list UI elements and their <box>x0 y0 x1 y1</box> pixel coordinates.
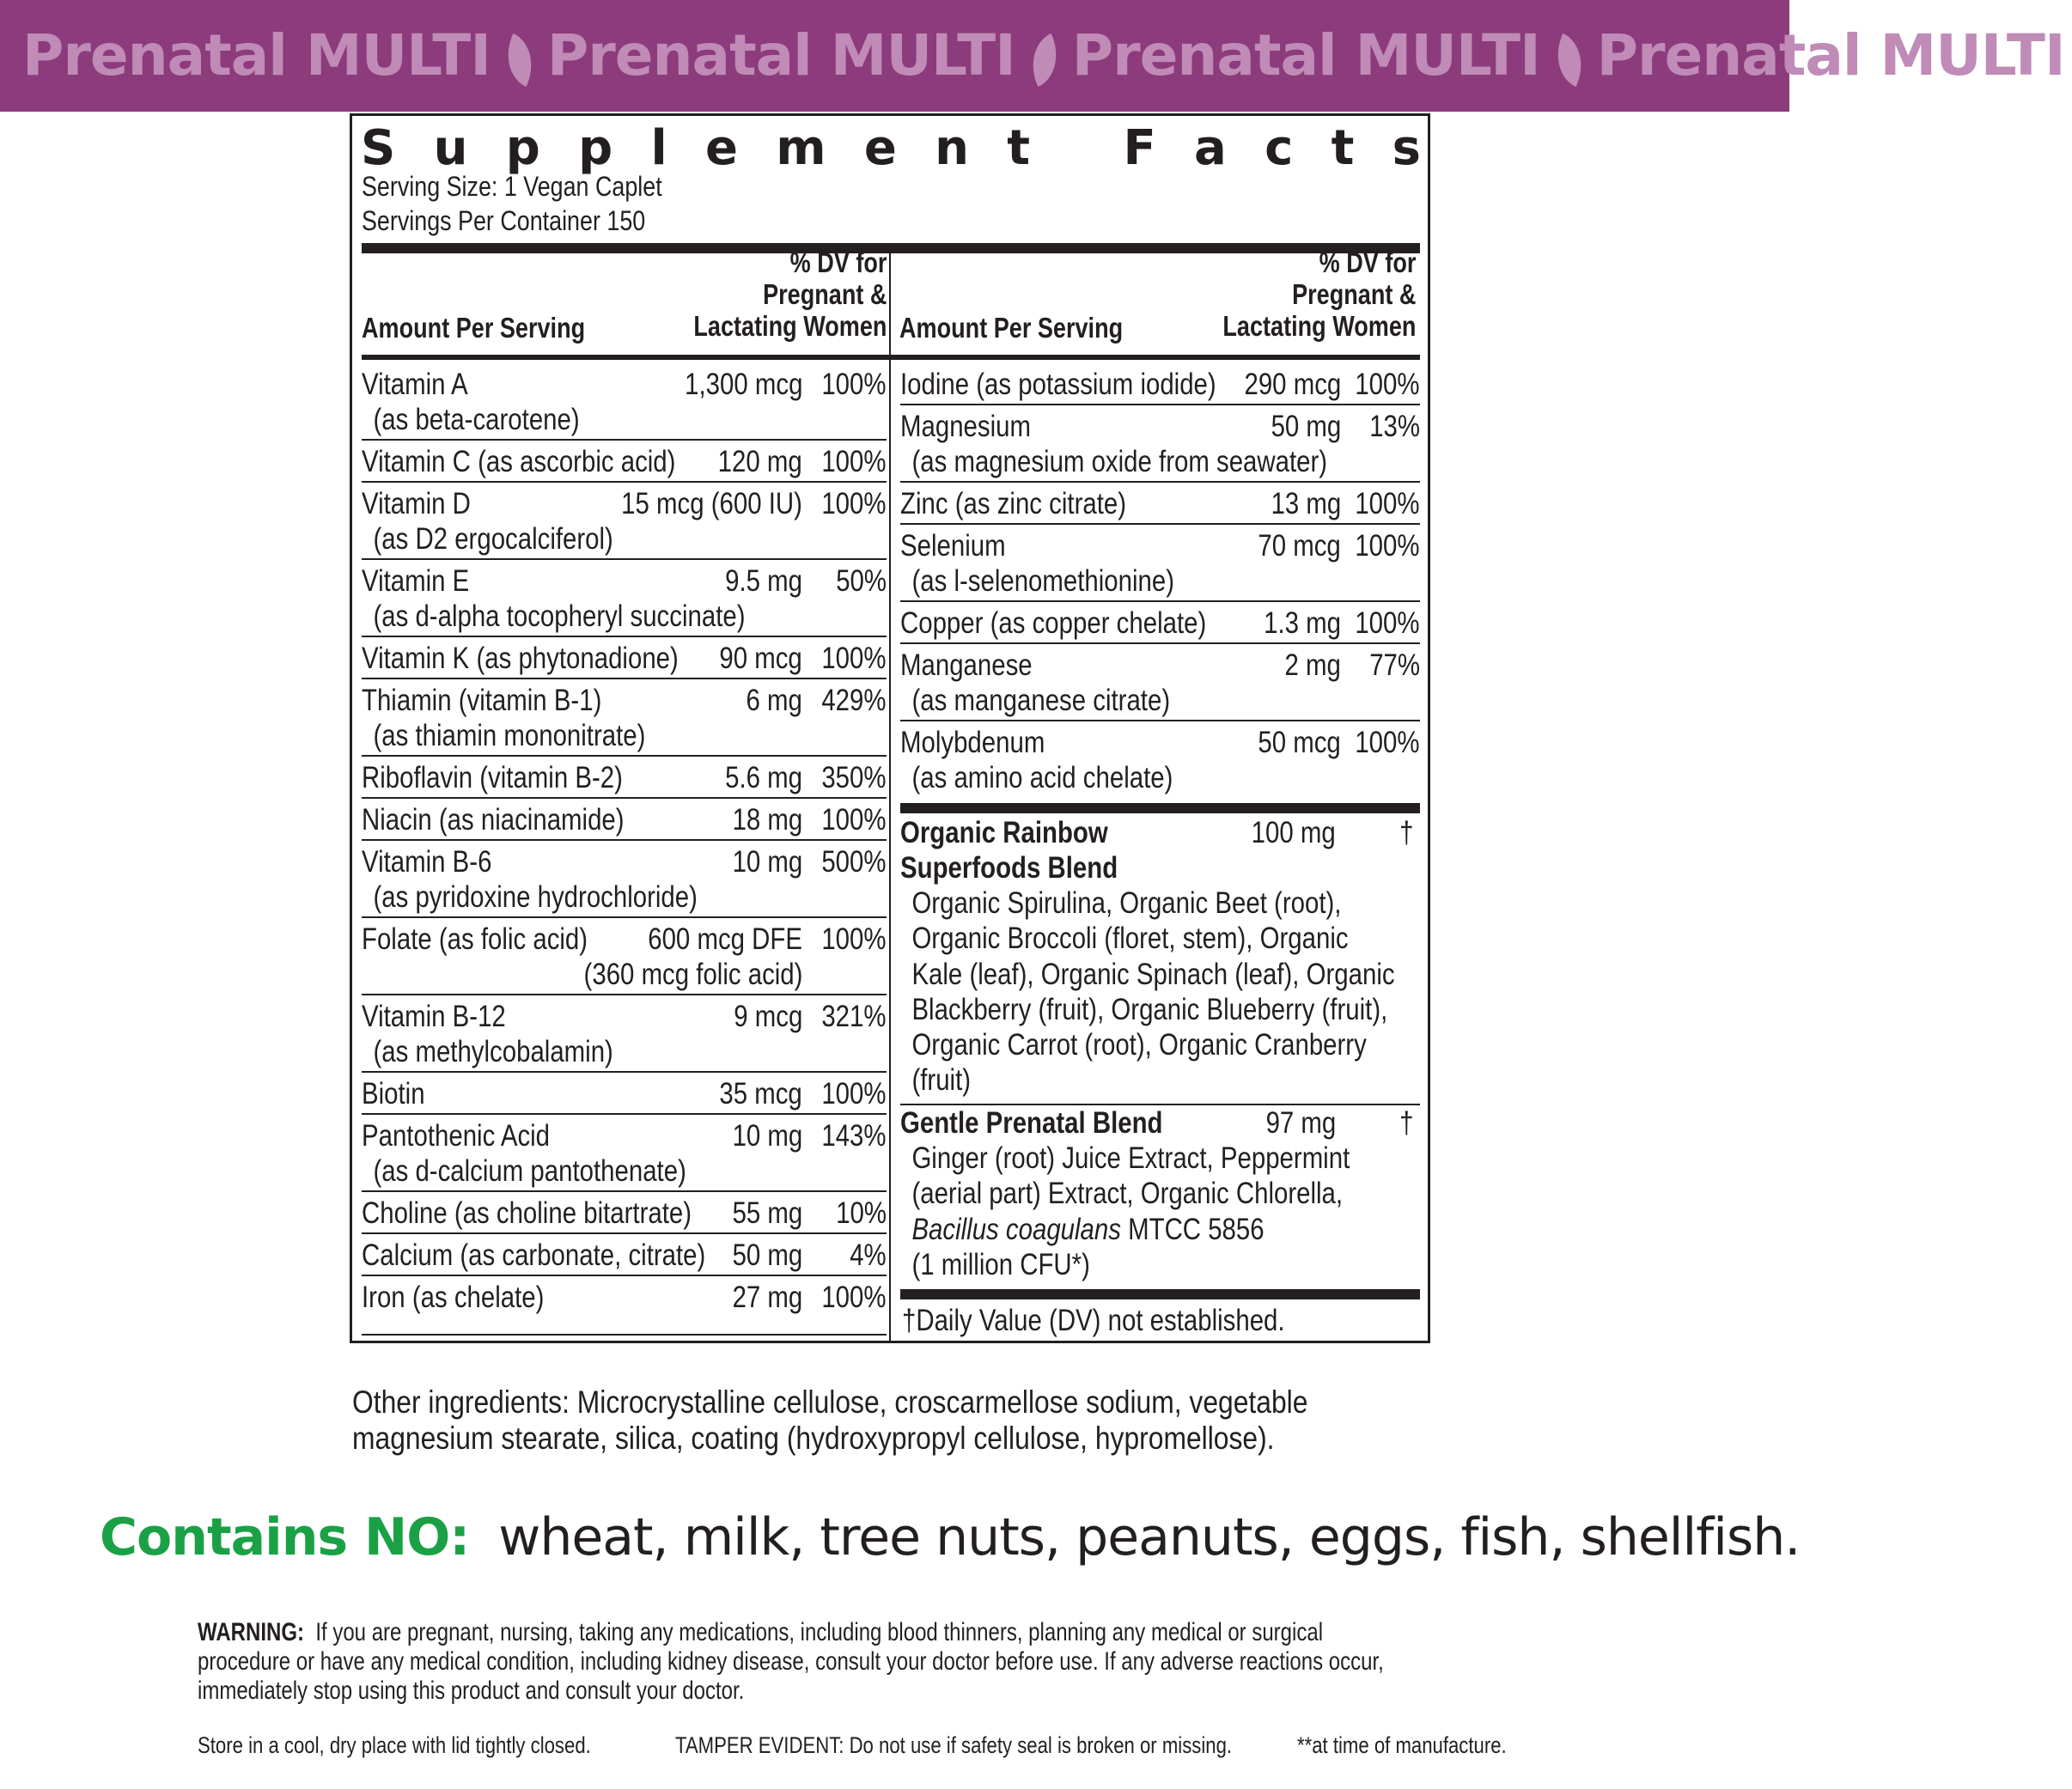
title-letter: e <box>704 120 738 176</box>
warning-label: WARNING: <box>198 1618 304 1646</box>
organic-rainbow-blend <box>900 815 1420 1099</box>
header-dv-left <box>693 246 887 342</box>
banner-text: Prenatal MULTI <box>1596 22 2065 88</box>
nutrient-row <box>362 679 887 757</box>
blend-ingredients-text: Ginger (root) Juice Extract, Peppermint (aerial part) Extract, Organic Chlorella, <box>911 1141 1350 1211</box>
nutrient-amount: 9 mcg <box>733 1000 802 1033</box>
supplement-facts-panel <box>350 113 1430 1343</box>
nutrient-amount: 10 mg <box>732 1119 802 1153</box>
nutrient-dv: 100% <box>821 922 887 956</box>
nutrient-dv: 100% <box>821 642 887 675</box>
nutrient-line <box>900 528 1420 563</box>
nutrient-row <box>900 602 1420 644</box>
nutrient-name: Riboflavin (vitamin B-2) <box>362 761 623 794</box>
header-amount-left: Amount Per Serving <box>362 312 586 344</box>
header-dv-line: % DV for <box>789 246 887 278</box>
nutrient-name: Magnesium <box>900 410 1031 443</box>
nutrient-line <box>362 760 887 795</box>
nutrient-name: Thiamin (vitamin B-1) <box>362 684 602 717</box>
top-banner <box>0 0 2065 112</box>
nutrient-amount: 120 mg <box>717 445 802 478</box>
nutrient-name: Vitamin A <box>362 368 468 401</box>
nutrient-name: Vitamin E <box>362 564 470 598</box>
storage-instructions: Store in a cool, dry place with lid tightly closed. <box>198 1732 591 1758</box>
nutrient-line <box>362 683 887 718</box>
banner-text: Prenatal MULTI <box>22 22 491 88</box>
nutrient-line <box>362 1118 887 1153</box>
header-dv-line: Lactating Women <box>1222 310 1416 342</box>
nutrient-name: Vitamin B-6 <box>362 845 492 879</box>
nutrient-row <box>900 363 1420 405</box>
nutrient-name: Vitamin K (as phytonadione) <box>362 642 679 675</box>
nutrient-amount: 90 mcg <box>719 642 802 675</box>
header-amount-right: Amount Per Serving <box>899 312 1124 344</box>
probiotic-cfu: (1 million CFU*) <box>911 1247 1090 1281</box>
nutrient-source: (as amino acid chelate) <box>911 761 1173 794</box>
nutrient-dv: 100% <box>1355 487 1420 520</box>
nutrient-source: (as beta-carotene) <box>373 403 580 436</box>
blend-amount: 100 mg <box>1251 816 1336 849</box>
nutrient-row <box>362 1276 887 1318</box>
nutrient-line <box>362 1196 887 1231</box>
nutrient-row <box>362 1234 887 1276</box>
nutrient-dv: 429% <box>821 684 887 717</box>
allergen-list: wheat, milk, tree nuts, peanuts, eggs, fish, shellfish. <box>498 1507 1801 1567</box>
nutrient-amount: 15 mcg (600 IU) <box>621 487 802 520</box>
nutrient-amount: 18 mg <box>732 803 802 837</box>
leaf-icon <box>495 33 544 87</box>
nutrient-name: Vitamin C (as ascorbic acid) <box>362 445 676 478</box>
banner-text-row <box>22 17 2072 94</box>
nutrient-name: Vitamin D <box>362 487 471 520</box>
nutrient-line <box>362 1280 887 1315</box>
nutrient-amount: 50 mcg <box>1258 726 1341 759</box>
nutrient-line <box>362 1076 887 1111</box>
nutrient-dv: 10% <box>836 1196 887 1230</box>
nutrient-amount: 9.5 mg <box>725 564 802 598</box>
nutrient-row <box>362 560 887 637</box>
nutrient-dv: 500% <box>821 845 887 879</box>
nutrient-dv: 50% <box>836 564 887 598</box>
nutrient-source: (as l-selenomethionine) <box>911 564 1175 598</box>
nutrient-source: (as manganese citrate) <box>911 684 1171 717</box>
nutrient-row <box>900 721 1420 799</box>
blend-name: Organic Rainbow <box>900 816 1108 849</box>
nutrient-source: (as methylcobalamin) <box>373 1035 613 1068</box>
nutrient-amount: 600 mcg DFE <box>648 922 802 956</box>
nutrient-name: Niacin (as niacinamide) <box>362 803 625 837</box>
supplement-facts-title <box>361 120 1421 176</box>
dv-footnote: †Daily Value (DV) not established. <box>902 1304 1285 1337</box>
nutrient-dv: 321% <box>821 1000 887 1033</box>
nutrient-row <box>900 405 1420 483</box>
nutrient-name: Vitamin B-12 <box>362 1000 506 1033</box>
nutrient-subline <box>362 1034 887 1069</box>
nutrient-source: (as d-calcium pantothenate) <box>373 1154 686 1188</box>
probiotic-name: Bacillus coagulans <box>911 1212 1121 1246</box>
nutrient-row <box>362 441 887 483</box>
header-dv-line: % DV for <box>1319 246 1416 278</box>
nutrient-line <box>900 605 1420 641</box>
title-letter: m <box>776 120 826 176</box>
nutrient-line <box>362 563 887 599</box>
nutrient-row <box>900 483 1420 525</box>
nutrient-dv: 100% <box>821 487 887 520</box>
nutrient-dv: 100% <box>821 1077 887 1111</box>
nutrient-amount: 6 mg <box>746 684 802 717</box>
nutrient-row <box>362 995 887 1073</box>
nutrient-source: (as pyridoxine hydrochloride) <box>373 880 698 914</box>
title-letter: c <box>1265 120 1294 176</box>
nutrient-name: Iodine (as potassium iodide) <box>900 368 1216 401</box>
nutrient-row <box>900 525 1420 602</box>
nutrient-line <box>362 486 887 521</box>
nutrient-dv: 350% <box>821 761 887 794</box>
nutrient-subline <box>900 563 1420 599</box>
blend-name: Gentle Prenatal Blend <box>900 1106 1163 1140</box>
nutrient-dv: 100% <box>821 445 887 478</box>
other-ingredients: Other ingredients: Microcrystalline cellulose, croscarmellose sodium, vegetable magnesium stearate, silica, coating (hydroxypropyl cellulose, hypromellose). <box>352 1384 1308 1456</box>
nutrient-line <box>900 409 1420 444</box>
title-letter: t <box>1331 120 1355 176</box>
nutrient-subline <box>362 521 887 557</box>
nutrient-source: (as thiamin mononitrate) <box>373 719 646 752</box>
nutrient-dv: 100% <box>1355 368 1420 401</box>
nutrient-amount: 35 mcg <box>719 1077 802 1111</box>
header-rule <box>362 355 1420 360</box>
blend-line <box>900 1105 1420 1141</box>
nutrient-line <box>362 844 887 879</box>
nutrient-subline <box>362 599 887 634</box>
nutrient-name: Biotin <box>362 1077 425 1111</box>
nutrient-amount: 13 mg <box>1271 487 1341 520</box>
left-bottom-rule <box>362 1334 887 1336</box>
leaf-icon <box>1020 33 1069 87</box>
title-letter: e <box>863 120 897 176</box>
nutrient-dv: 143% <box>821 1119 887 1153</box>
nutrient-line <box>900 648 1420 683</box>
nutrient-amount: 10 mg <box>732 845 802 879</box>
nutrient-row <box>362 1192 887 1234</box>
nutrient-amount: 50 mg <box>732 1238 802 1272</box>
nutrient-sub-amount: (360 mcg folic acid) <box>583 958 802 991</box>
nutrient-dv: 4% <box>850 1238 887 1272</box>
nutrient-amount: 27 mg <box>732 1281 802 1314</box>
nutrient-line <box>362 367 887 402</box>
nutrient-subline <box>362 879 887 915</box>
dagger-mark: † <box>1399 816 1413 849</box>
nutrient-name: Manganese <box>900 648 1033 682</box>
blend-ingredients <box>900 1141 1403 1282</box>
nutrient-subline <box>362 957 887 992</box>
nutrient-row <box>362 841 887 918</box>
nutrient-name: Calcium (as carbonate, citrate) <box>362 1238 706 1272</box>
nutrient-line <box>362 1238 887 1273</box>
left-nutrient-column <box>362 363 887 1318</box>
title-letter <box>1068 123 1085 174</box>
nutrient-line <box>900 725 1420 760</box>
manufacture-note: **at time of manufacture. <box>1297 1732 1507 1758</box>
nutrient-row <box>362 799 887 841</box>
header-dv-right <box>1222 246 1416 342</box>
title-letter: S <box>361 120 396 176</box>
nutrient-row <box>900 644 1420 721</box>
nutrient-row <box>362 637 887 679</box>
blend-name-line2: Superfoods Blend <box>900 851 1118 885</box>
nutrient-amount: 1,300 mcg <box>684 368 802 401</box>
dagger-mark: † <box>1399 1106 1413 1140</box>
nutrient-name: Selenium <box>900 529 1006 563</box>
nutrient-name: Zinc (as zinc citrate) <box>900 487 1127 520</box>
nutrient-name: Iron (as chelate) <box>362 1281 545 1314</box>
nutrient-name: Molybdenum <box>900 726 1045 759</box>
blend-line <box>900 850 1420 885</box>
title-letter: n <box>935 120 969 176</box>
nutrient-dv: 100% <box>1355 529 1420 563</box>
nutrient-line <box>900 486 1420 521</box>
nutrient-dv: 77% <box>1369 648 1420 682</box>
nutrient-line <box>362 444 887 479</box>
nutrient-amount: 1.3 mg <box>1264 606 1341 640</box>
nutrient-line <box>900 367 1420 402</box>
title-letter: a <box>1194 120 1227 176</box>
title-letter: F <box>1123 120 1156 176</box>
title-letter: u <box>433 120 468 176</box>
nutrient-name: Copper (as copper chelate) <box>900 606 1207 640</box>
contains-label: Contains NO: <box>100 1507 470 1567</box>
footnote-thick-rule <box>900 1289 1420 1299</box>
serving-size: Serving Size: 1 Vegan Caplet <box>362 171 662 202</box>
nutrient-amount: 290 mcg <box>1244 368 1341 401</box>
leaf-icon <box>1545 33 1594 87</box>
nutrient-line <box>362 999 887 1034</box>
nutrient-row <box>362 918 887 995</box>
nutrient-source: (as D2 ergocalciferol) <box>373 522 613 556</box>
allergen-statement <box>100 1505 1800 1570</box>
nutrient-line <box>362 802 887 837</box>
banner-text: Prenatal MULTI <box>1071 22 1540 88</box>
nutrient-amount: 55 mg <box>732 1196 802 1230</box>
warning-body: If you are pregnant, nursing, taking any medications, including blood thinners, planning any medical or surgical procedure or have any medical condition, including kidney disease, consult your doctor before use. If any adverse reactions occur, immediately stop using this product and consult your doctor. <box>198 1618 1384 1705</box>
blend-amount: 97 mg <box>1265 1106 1336 1140</box>
title-letter: p <box>578 120 613 176</box>
nutrient-dv: 100% <box>1355 606 1420 640</box>
nutrient-dv: 13% <box>1369 410 1420 443</box>
nutrient-subline <box>900 444 1420 479</box>
title-letter: s <box>1392 120 1421 176</box>
nutrient-dv: 100% <box>821 803 887 837</box>
title-letter: l <box>650 120 667 176</box>
servings-per-container: Servings Per Container 150 <box>362 205 646 236</box>
title-letter: p <box>505 120 540 176</box>
header-dv-line: Pregnant & <box>1291 278 1416 310</box>
nutrient-row <box>362 483 887 560</box>
nutrient-amount: 5.6 mg <box>725 761 802 794</box>
nutrient-subline <box>362 718 887 753</box>
nutrient-subline <box>362 1153 887 1189</box>
nutrient-row <box>362 1073 887 1115</box>
probiotic-strain: MTCC 5856 <box>1120 1212 1265 1246</box>
tamper-evident-note: TAMPER EVIDENT: Do not use if safety seal is broken or missing. <box>675 1732 1233 1758</box>
blend-ingredients: Organic Spirulina, Organic Beet (root), Organic Broccoli (floret, stem), Organic Kale (leaf), Organic Spinach (leaf), Organic Blackberry (fruit), Organic Blueberry (fruit), Organic Carrot (root), Organic Cranberry (fruit) <box>911 886 1395 1098</box>
nutrient-amount: 70 mcg <box>1258 529 1341 563</box>
gentle-prenatal-blend <box>900 1105 1420 1282</box>
nutrient-line <box>362 641 887 676</box>
blend-thick-rule <box>900 803 1420 813</box>
warning-text <box>198 1618 1421 1706</box>
nutrient-dv: 100% <box>821 1281 887 1314</box>
nutrient-row <box>362 757 887 799</box>
nutrient-name: Pantothenic Acid <box>362 1119 551 1153</box>
nutrient-dv: 100% <box>1355 726 1420 759</box>
nutrient-subline <box>900 760 1420 795</box>
nutrient-row <box>362 363 887 441</box>
banner-text: Prenatal MULTI <box>546 22 1015 88</box>
nutrient-amount: 50 mg <box>1271 410 1341 443</box>
blend-line <box>900 815 1420 850</box>
nutrient-amount: 2 mg <box>1284 648 1341 682</box>
nutrient-subline <box>362 402 887 437</box>
column-divider <box>889 253 891 1342</box>
right-nutrient-column <box>900 363 1420 799</box>
title-letter: t <box>1007 120 1030 176</box>
header-dv-line: Lactating Women <box>692 310 887 342</box>
header-dv-line: Pregnant & <box>762 278 887 310</box>
nutrient-source: (as d-alpha tocopheryl succinate) <box>373 599 746 633</box>
nutrient-name: Folate (as folic acid) <box>362 922 588 956</box>
nutrient-source: (as magnesium oxide from seawater) <box>911 445 1328 478</box>
nutrient-dv: 100% <box>821 368 887 401</box>
nutrient-row <box>362 1115 887 1192</box>
nutrient-line <box>362 922 887 957</box>
nutrient-name: Choline (as choline bitartrate) <box>362 1196 692 1230</box>
nutrient-subline <box>900 683 1420 718</box>
